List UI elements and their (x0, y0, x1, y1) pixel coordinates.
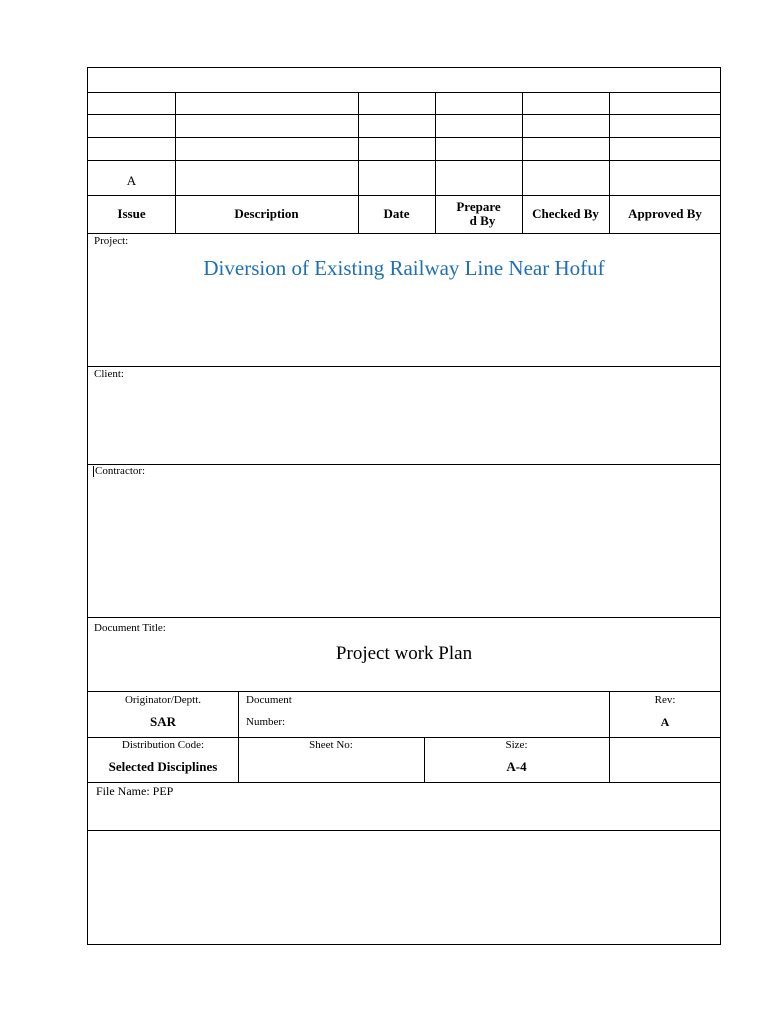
originator-value: SAR (149, 714, 176, 729)
document-title-label: Document Title: (94, 622, 166, 634)
divider (88, 233, 720, 234)
client-label: Client: (94, 368, 124, 380)
rev-label: Rev: (654, 694, 676, 706)
header-description: Description (234, 206, 299, 221)
title-block-sheet (87, 67, 721, 945)
document-title: Project work Plan (335, 643, 473, 664)
text-cursor (93, 466, 94, 477)
project-label: Project: (94, 235, 129, 247)
rev-value: A (660, 715, 670, 729)
size-label: Size: (505, 739, 528, 751)
divider (88, 617, 720, 618)
divider (88, 737, 720, 738)
project-name: Diversion of Existing Railway Line Near Hofuf (203, 256, 605, 280)
divider (88, 137, 720, 138)
document-number-label-line1: Document (246, 694, 292, 706)
header-approved-by: Approved By (628, 206, 702, 221)
originator-label: Originator/Deptt. (124, 694, 202, 706)
size-value: A-4 (506, 759, 527, 774)
distribution-code-label: Distribution Code: (121, 739, 205, 751)
divider (88, 691, 720, 692)
header-issue: Issue (117, 206, 146, 221)
file-name: File Name: PEP (96, 784, 174, 798)
divider (88, 782, 720, 783)
header-prepared-by-line1: Prepare (456, 199, 501, 214)
header-date: Date (383, 206, 410, 221)
header-checked-by: Checked By (532, 206, 599, 221)
sheet-no-label: Sheet No: (309, 739, 353, 751)
divider (88, 464, 720, 465)
header-prepared-by-line2: d By (469, 213, 496, 228)
divider (88, 160, 720, 161)
document-number-label-line2: Number: (246, 716, 286, 728)
header-prepared-by (435, 195, 522, 233)
divider (88, 830, 720, 831)
divider (88, 114, 720, 115)
distribution-code-value: Selected Disciplines (108, 759, 218, 774)
divider (88, 366, 720, 367)
revision-issue-a: A (126, 173, 137, 188)
contractor-label: Contractor: (95, 465, 146, 477)
divider (238, 691, 239, 737)
divider (88, 92, 720, 93)
